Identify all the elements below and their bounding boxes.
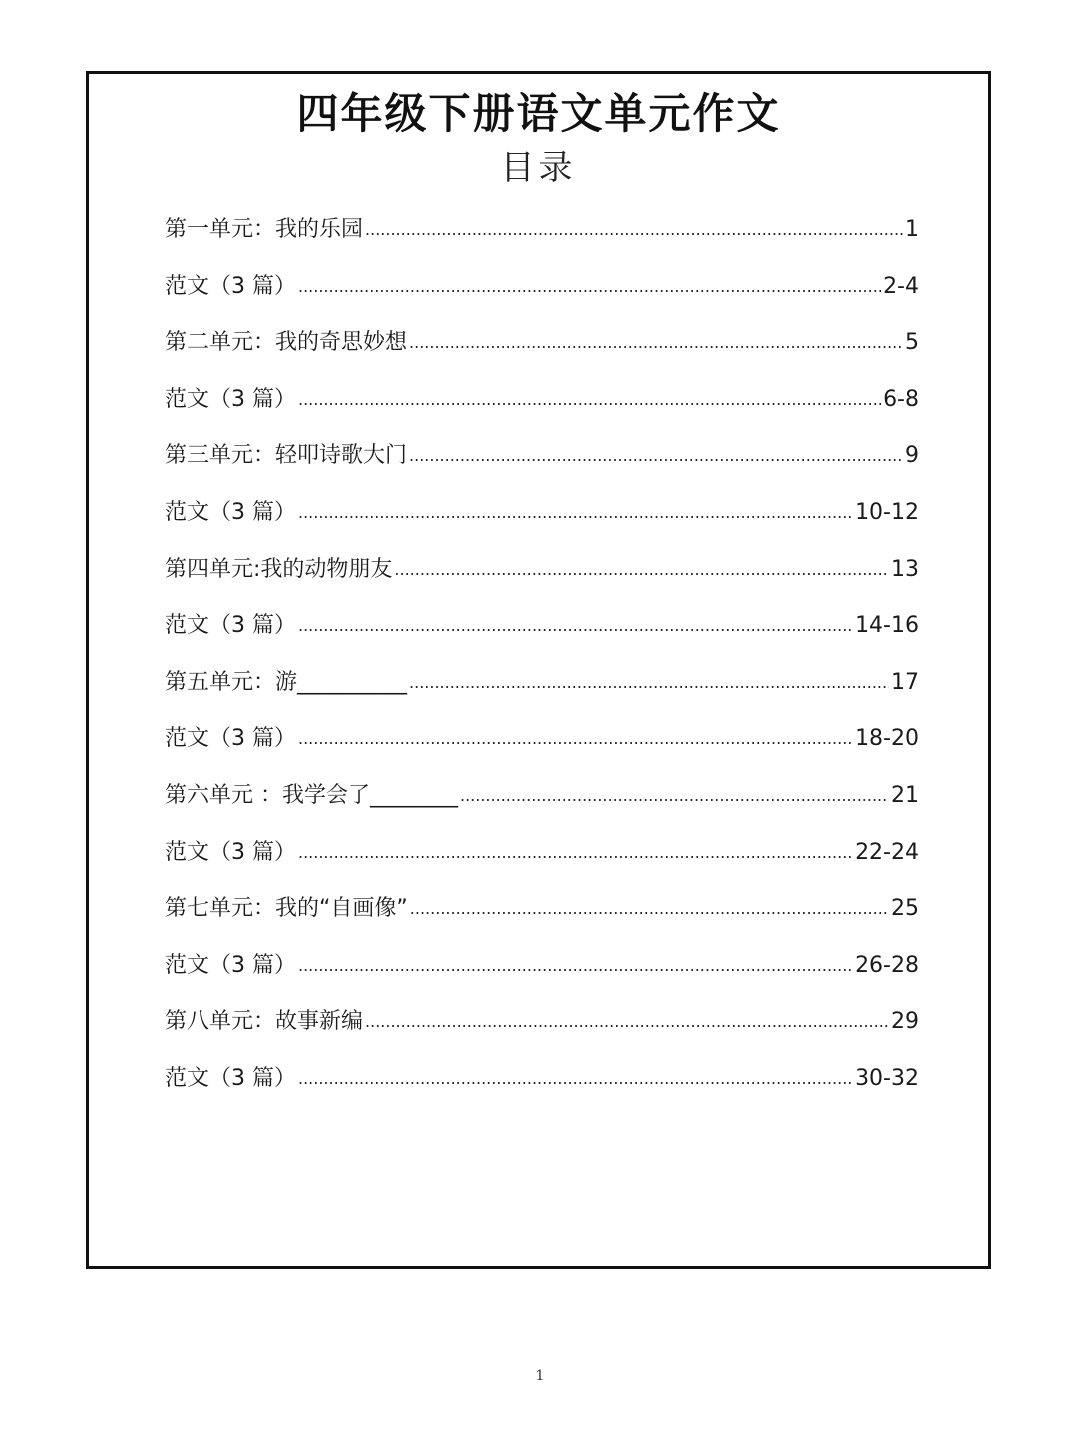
toc-entry-label: 第四单元:我的动物朋友 bbox=[165, 556, 393, 582]
toc-entry-label: 第三单元：轻叩诗歌大门 bbox=[165, 443, 408, 469]
toc-leader-dots bbox=[298, 371, 881, 427]
toc-entry-page: 6-8 bbox=[883, 386, 919, 412]
toc-entry[interactable] bbox=[165, 202, 919, 259]
toc-heading: 目录 bbox=[500, 148, 577, 188]
toc-entry-label: 范文（3 篇） bbox=[165, 613, 296, 639]
toc-leader-dots bbox=[298, 824, 853, 880]
toc-entry-label: 范文（3 篇） bbox=[165, 1065, 296, 1091]
toc-entry-page: 21 bbox=[891, 782, 919, 808]
toc-entry-page: 25 bbox=[891, 896, 919, 922]
toc-entry[interactable] bbox=[165, 259, 919, 316]
toc-entry-label: 第五单元：游__________ bbox=[165, 669, 408, 695]
toc-entry[interactable] bbox=[165, 994, 919, 1051]
toc-entry-page: 9 bbox=[905, 443, 919, 469]
toc-entry-page: 1 bbox=[905, 217, 919, 242]
toc-leader-dots bbox=[365, 201, 903, 257]
toc-entry[interactable] bbox=[165, 711, 919, 768]
toc-leader-dots bbox=[298, 597, 853, 653]
toc-entry[interactable] bbox=[165, 542, 919, 599]
toc-leader-dots bbox=[298, 710, 853, 766]
toc-entry[interactable] bbox=[165, 655, 919, 712]
toc-leader-dots bbox=[394, 541, 889, 597]
toc-entry-page: 5 bbox=[905, 330, 919, 356]
toc-entry[interactable] bbox=[165, 825, 919, 882]
page-border-frame bbox=[86, 71, 991, 1269]
document-title: 四年级下册语文单元作文 bbox=[296, 89, 781, 138]
toc-entry-page: 10-12 bbox=[855, 499, 919, 525]
toc-entry-page: 22-24 bbox=[855, 839, 919, 865]
toc-entry[interactable] bbox=[165, 485, 919, 542]
toc-entry-label: 范文（3 篇） bbox=[165, 952, 296, 978]
toc-entry-label: 第八单元：故事新编 bbox=[165, 1009, 364, 1035]
page-number: 1 bbox=[535, 1368, 545, 1384]
toc-entry[interactable] bbox=[165, 938, 919, 995]
toc-entry-page: 14-16 bbox=[855, 613, 919, 639]
toc-leader-dots bbox=[409, 427, 903, 483]
toc-leader-dots bbox=[409, 314, 903, 370]
toc-entry-label: 第六单元 ：我学会了________ bbox=[165, 782, 458, 808]
toc-leader-dots bbox=[409, 654, 889, 710]
toc-leader-dots bbox=[298, 937, 853, 993]
toc-leader-dots bbox=[298, 1050, 853, 1106]
toc-entry-page: 18-20 bbox=[855, 726, 919, 752]
toc-entry-page: 30-32 bbox=[855, 1065, 919, 1091]
toc-leader-dots bbox=[410, 880, 889, 936]
toc-entry-label: 范文（3 篇） bbox=[165, 386, 296, 412]
toc-entry[interactable] bbox=[165, 881, 919, 938]
toc-entry-label: 范文（3 篇） bbox=[165, 273, 296, 299]
toc-entry[interactable] bbox=[165, 598, 919, 655]
toc-leader-dots bbox=[298, 258, 881, 314]
toc-entry-page: 13 bbox=[891, 556, 919, 582]
toc-leader-dots bbox=[365, 993, 889, 1049]
toc-entry-label: 第二单元：我的奇思妙想 bbox=[165, 330, 408, 356]
toc-entry-label: 范文（3 篇） bbox=[165, 726, 296, 752]
table-of-contents bbox=[165, 202, 919, 1108]
toc-entry-label: 第一单元：我的乐园 bbox=[165, 217, 364, 242]
toc-leader-dots bbox=[298, 484, 853, 540]
toc-entry[interactable] bbox=[165, 372, 919, 429]
toc-entry[interactable] bbox=[165, 768, 919, 825]
toc-entry[interactable] bbox=[165, 428, 919, 485]
toc-entry[interactable] bbox=[165, 315, 919, 372]
toc-entry-page: 17 bbox=[891, 669, 919, 695]
toc-entry-page: 2-4 bbox=[883, 273, 919, 299]
toc-entry-label: 第七单元：我的“自画像” bbox=[165, 896, 408, 922]
toc-entry-label: 范文（3 篇） bbox=[165, 839, 296, 865]
toc-leader-dots bbox=[460, 767, 889, 823]
toc-entry-label: 范文（3 篇） bbox=[165, 499, 296, 525]
toc-entry-page: 26-28 bbox=[855, 952, 919, 978]
toc-entry[interactable] bbox=[165, 1051, 919, 1108]
toc-entry-page: 29 bbox=[891, 1009, 919, 1035]
